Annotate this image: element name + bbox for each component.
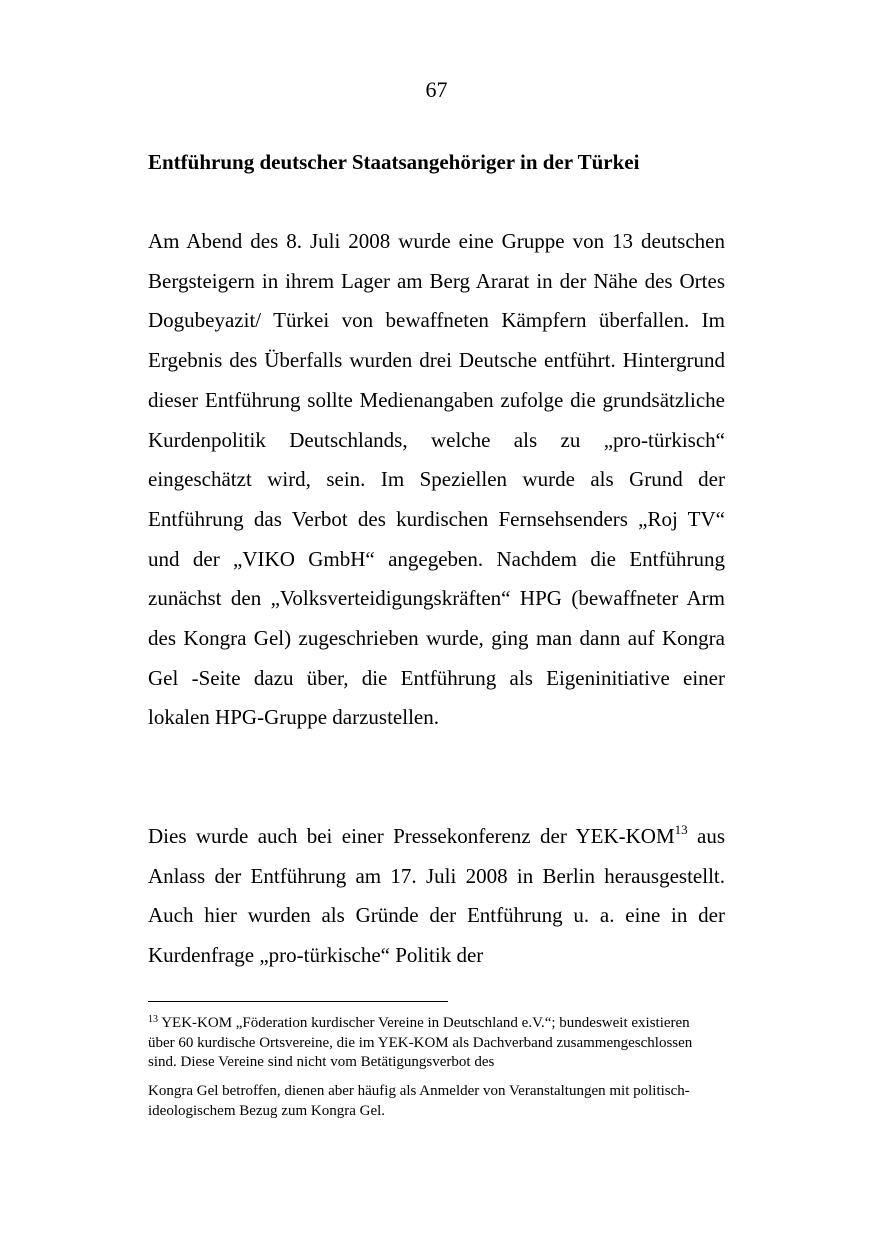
paragraph-2-text-start: Dies wurde auch bei einer Pressekonferenz der YEK-KOM (148, 824, 675, 848)
footnote-13-part-2: Kongra Gel betroffen, dienen aber häufig als Anmelder von Veranstaltungen mit politisch-ideologischem Bezug zum Kongra Gel. (148, 1083, 690, 1119)
page-number: 67 (425, 77, 448, 102)
footnote-separator (148, 1001, 448, 1002)
footnote-13-part-1 (148, 1014, 708, 1073)
footnote-number: 13 (148, 1014, 158, 1025)
footnote-text-1: YEK-KOM „Föderation kurdischer Vereine in Deutschland e.V.“; bundesweit existieren über 60 kurdische Ortsvereine, die im YEK-KOM als Dachverband zusammengeschlossen sind. Diese Vereine sind nicht vom Betätigungsverbot des (148, 1015, 693, 1070)
section-heading: Entführung deutscher Staatsangehöriger in der Türkei (148, 150, 640, 174)
body-paragraph-2 (148, 817, 725, 976)
paragraph-2-text-end: aus Anlass der Entführung am 17. Juli 2008 in Berlin herausgestellt. Auch hier wurden als Gründe der Entführung u. a. eine in der Kurdenfrage „pro-türkische“ Politik der (148, 824, 725, 968)
footnote-reference: 13 (674, 822, 688, 837)
body-paragraph-1: Am Abend des 8. Juli 2008 wurde eine Gruppe von 13 deutschen Bergsteigern in ihrem Lager am Berg Ararat in der Nähe des Ortes Dogubeyazit/ Türkei von bewaffneten Kämpfern überfallen. Im Ergebnis des Überfalls wurden drei Deutsche entführt. Hintergrund dieser Entführung sollte Medienangaben zufolge die grundsätzliche Kurdenpolitik Deutschlands, welche als zu „pro-türkisch“ eingeschätzt wird, sein. Im Speziellen wurde als Grund der Entführung das Verbot des kurdischen Fernsehsenders „Roj TV“ und der „VIKO GmbH“ angegeben. Nachdem die Entführung zunächst den „Volksverteidigungskräften“ HPG (bewaffneter Arm des Kongra Gel) zugeschrieben wurde, ging man dann auf Kongra Gel -Seite dazu über, die Entführung als Eigeninitiative einer lokalen HPG-Gruppe darzustellen. (148, 229, 725, 730)
